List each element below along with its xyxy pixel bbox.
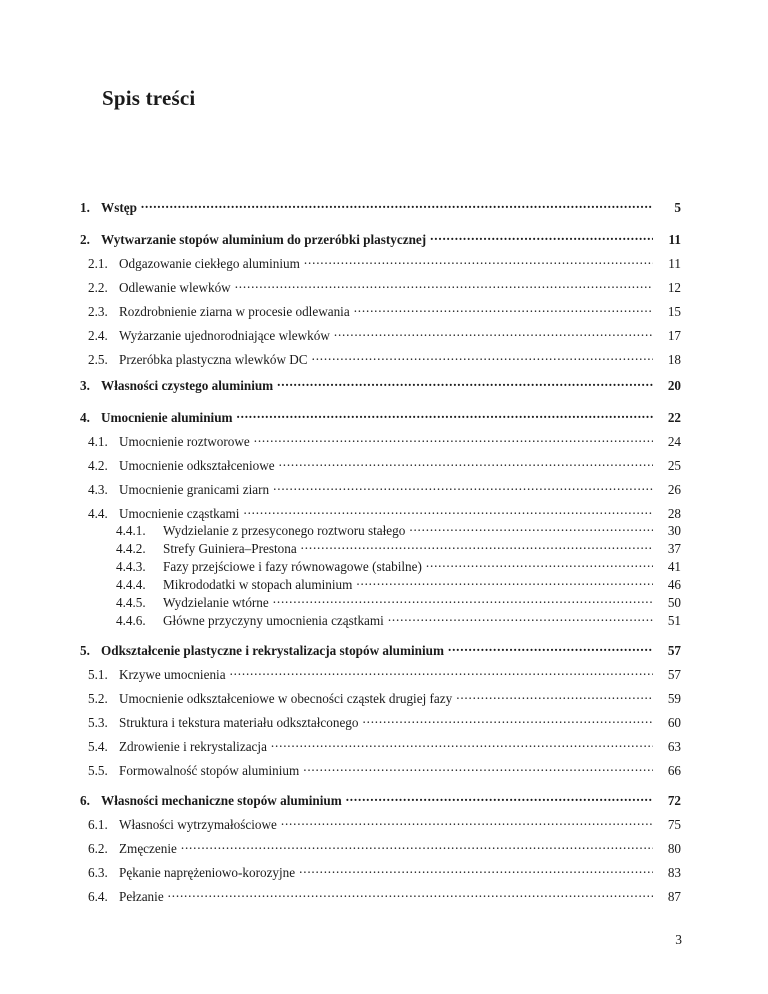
toc-page: 11: [668, 256, 681, 271]
leader-dots: [237, 406, 653, 422]
toc-title: Wydzielanie z przesyconego roztworu stałego: [163, 523, 406, 538]
toc-title: Umocnienie roztworowe: [119, 434, 250, 449]
toc-entry-2-1[interactable]: [80, 252, 681, 272]
toc-entry-4[interactable]: [80, 406, 681, 426]
toc-page: 75: [667, 817, 681, 832]
toc-number: 5.1.: [88, 667, 108, 682]
toc-page: 46: [667, 577, 681, 592]
toc-page: 5: [674, 200, 681, 215]
toc-entry-2-4[interactable]: [80, 324, 681, 344]
toc-page: 18: [667, 352, 681, 367]
leader-dots: [281, 813, 653, 829]
toc-title: Mikrododatki w stopach aluminium: [163, 577, 353, 592]
toc-page: 66: [667, 763, 681, 778]
leader-dots: [303, 759, 653, 775]
toc-entry-4-4-6[interactable]: [80, 609, 681, 629]
toc-number: 4.4.6.: [116, 613, 146, 628]
toc-number: 6.1.: [88, 817, 108, 832]
toc-page: 57: [667, 643, 681, 658]
toc-title: Umocnienie cząstkami: [119, 506, 240, 521]
leader-dots: [448, 639, 653, 655]
toc-entry-2-2[interactable]: [80, 276, 681, 296]
toc-page: 22: [667, 410, 681, 425]
toc-number: 4.4.1.: [116, 523, 146, 538]
toc-entry-4-2[interactable]: [80, 454, 681, 474]
toc-page: 12: [667, 280, 681, 295]
leader-dots: [426, 555, 653, 571]
leader-dots: [304, 252, 653, 268]
toc-title: Odlewanie wlewków: [119, 280, 231, 295]
toc-page: 59: [667, 691, 681, 706]
toc-entry-5-4[interactable]: [80, 735, 681, 755]
toc-page: 11: [668, 232, 681, 247]
toc-title: Wytwarzanie stopów aluminium do przeróbki plastycznej: [101, 232, 427, 247]
leader-dots: [301, 537, 653, 553]
toc-title: Własności czystego aluminium: [101, 378, 274, 393]
toc-entry-2[interactable]: [80, 228, 681, 248]
toc-number: 4.2.: [88, 458, 108, 473]
toc-entry-1[interactable]: [80, 196, 681, 216]
toc-entry-5-5[interactable]: [80, 759, 681, 779]
leader-dots: [273, 591, 653, 607]
leader-dots: [273, 478, 653, 494]
toc-entry-5-1[interactable]: [80, 663, 681, 683]
leader-dots: [271, 735, 653, 751]
toc-number: 5.2.: [88, 691, 108, 706]
toc-page: 60: [667, 715, 681, 730]
toc-title: Własności wytrzymałościowe: [119, 817, 277, 832]
leader-dots: [299, 861, 653, 877]
toc-number: 2.4.: [88, 328, 108, 343]
leader-dots: [279, 454, 653, 470]
toc-number: 5.: [80, 643, 90, 658]
toc-entry-6-1[interactable]: [80, 813, 681, 833]
toc-title: Fazy przejściowe i fazy równowagowe (stabilne): [163, 559, 422, 574]
toc-title: Strefy Guiniera–Prestona: [163, 541, 297, 556]
toc-title: Umocnienie granicami ziarn: [119, 482, 270, 497]
toc-title: Wstęp: [101, 200, 137, 215]
toc-page: 80: [667, 841, 681, 856]
toc-number: 2.: [80, 232, 90, 247]
leader-dots: [409, 519, 653, 535]
toc-page: 20: [667, 378, 681, 393]
toc-number: 5.3.: [88, 715, 108, 730]
leader-dots: [235, 276, 653, 292]
toc-title: Umocnienie aluminium: [101, 410, 233, 425]
leader-dots: [356, 573, 653, 589]
toc-entry-6-4[interactable]: [80, 885, 681, 905]
toc-number: 3.: [80, 378, 90, 393]
toc-title: Zmęczenie: [119, 841, 177, 856]
leader-dots: [430, 228, 653, 244]
toc-entry-4-4-2[interactable]: [80, 537, 681, 557]
page-title: Spis treści: [102, 86, 196, 110]
toc-entry-4-4-4[interactable]: [80, 573, 681, 593]
toc-title: Wydzielanie wtórne: [163, 595, 269, 610]
toc-entry-5[interactable]: [80, 639, 681, 659]
toc-page: 50: [667, 595, 681, 610]
toc-number: 4.4.2.: [116, 541, 146, 556]
toc-entry-4-4-1[interactable]: [80, 519, 681, 539]
leader-dots: [346, 789, 653, 805]
page-number: 3: [675, 932, 682, 947]
toc-page: 28: [667, 506, 681, 521]
toc-title: Własności mechaniczne stopów aluminium: [101, 793, 342, 808]
leader-dots: [334, 324, 653, 340]
toc-title: Rozdrobnienie ziarna w procesie odlewania: [119, 304, 350, 319]
toc-page: 41: [667, 559, 681, 574]
toc-entry-4-4-5[interactable]: [80, 591, 681, 611]
toc-page: 37: [667, 541, 681, 556]
toc-number: 1.: [80, 200, 90, 215]
toc-number: 2.2.: [88, 280, 108, 295]
toc-number: 6.4.: [88, 889, 108, 904]
toc-page: 51: [667, 613, 681, 628]
leader-dots: [168, 885, 653, 901]
toc-title: Umocnienie odkształceniowe: [119, 458, 275, 473]
toc-entry-6-2[interactable]: [80, 837, 681, 857]
toc-entry-5-2[interactable]: [80, 687, 681, 707]
toc-title: Formowalność stopów aluminium: [119, 763, 300, 778]
toc-number: 2.3.: [88, 304, 108, 319]
toc-title: Wyżarzanie ujednorodniające wlewków: [119, 328, 330, 343]
leader-dots: [456, 687, 653, 703]
toc-page: 24: [667, 434, 681, 449]
toc-title: Umocnienie odkształceniowe w obecności cząstek drugiej fazy: [119, 691, 453, 706]
toc-page: 25: [667, 458, 681, 473]
toc-number: 2.1.: [88, 256, 108, 271]
toc-number: 2.5.: [88, 352, 108, 367]
toc-number: 4.: [80, 410, 90, 425]
toc-title: Struktura i tekstura materiału odkształconego: [119, 715, 359, 730]
toc-number: 6.2.: [88, 841, 108, 856]
toc-title: Odkształcenie plastyczne i rekrystalizacja stopów aluminium: [101, 643, 444, 658]
toc-page: 63: [667, 739, 681, 754]
leader-dots: [243, 502, 653, 518]
toc-title: Odgazowanie ciekłego aluminium: [119, 256, 300, 271]
toc-title: Pełzanie: [119, 889, 164, 904]
toc-number: 4.4.5.: [116, 595, 146, 610]
toc-title: Główne przyczyny umocnienia cząstkami: [163, 613, 384, 628]
toc-number: 4.4.: [88, 506, 108, 521]
leader-dots: [254, 430, 653, 446]
toc-page: 15: [667, 304, 681, 319]
toc-page: 30: [667, 523, 681, 538]
leader-dots: [230, 663, 653, 679]
leader-dots: [312, 348, 653, 364]
toc-number: 6.3.: [88, 865, 108, 880]
toc-page: 26: [667, 482, 681, 497]
toc-number: 5.4.: [88, 739, 108, 754]
toc-entry-2-3[interactable]: [80, 300, 681, 320]
toc-number: 4.1.: [88, 434, 108, 449]
toc-entry-6-3[interactable]: [80, 861, 681, 881]
toc-number: 4.4.4.: [116, 577, 146, 592]
toc-entry-4-1[interactable]: [80, 430, 681, 450]
toc-number: 6.: [80, 793, 90, 808]
toc-title: Przeróbka plastyczna wlewków DC: [119, 352, 308, 367]
leader-dots: [277, 374, 653, 390]
leader-dots: [363, 711, 654, 727]
toc-entry-2-5[interactable]: [80, 348, 681, 368]
toc-entry-3[interactable]: [80, 374, 681, 394]
leader-dots: [141, 196, 653, 212]
toc-number: 4.3.: [88, 482, 108, 497]
toc-title: Pękanie naprężeniowo-korozyjne: [119, 865, 296, 880]
toc-page: 57: [667, 667, 681, 682]
toc-page: 87: [667, 889, 681, 904]
toc-entry-4-3[interactable]: [80, 478, 681, 498]
toc-title: Krzywe umocnienia: [119, 667, 226, 682]
leader-dots: [388, 609, 653, 625]
leader-dots: [354, 300, 653, 316]
toc-number: 5.5.: [88, 763, 108, 778]
toc-number: 4.4.3.: [116, 559, 146, 574]
leader-dots: [181, 837, 653, 853]
toc-page: 83: [667, 865, 681, 880]
toc-page: 17: [667, 328, 681, 343]
toc-entry-6[interactable]: [80, 789, 681, 809]
toc-page: 72: [667, 793, 681, 808]
toc-entry-5-3[interactable]: [80, 711, 681, 731]
toc-entry-4-4-3[interactable]: [80, 555, 681, 575]
toc-title: Zdrowienie i rekrystalizacja: [119, 739, 267, 754]
